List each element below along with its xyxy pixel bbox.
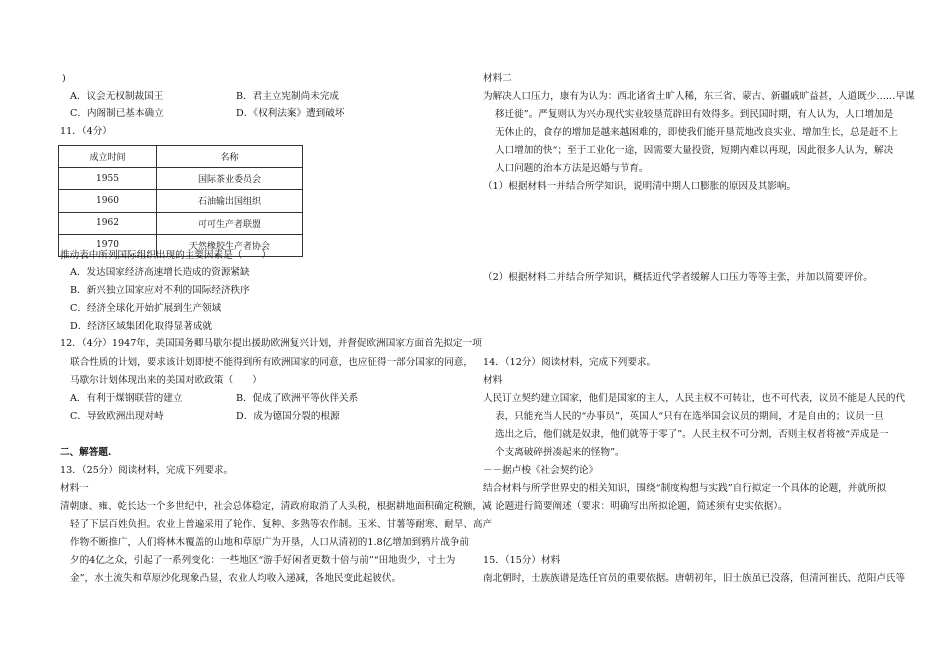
material1-line: 清朝康、雍、乾长达一个多世纪中，社会总体稳定，清政府取消了人头税，根据耕地面积确定税额，减	[60, 501, 492, 512]
q10-option-b: B．君主立宪制尚未完成	[236, 91, 339, 102]
q11-question: 推动表中所列国际组织出现的主要因素是（ ）	[60, 250, 272, 261]
table-cell-year: 1970	[59, 234, 157, 256]
q11-option-c: C．经济全球化开始扩展到生产领域	[70, 303, 222, 314]
table-cell-year: 1960	[59, 190, 157, 212]
q11-option-d: D．经济区域集团化取得显著成就	[70, 321, 213, 332]
material1-label: 材料一	[60, 483, 89, 494]
q11-option-a: A．发达国家经济高速增长造成的资源紧缺	[70, 267, 250, 278]
table-header-cell: 成立时间	[59, 146, 157, 168]
material1-line: 金”，水土流失和草原沙化现象凸显，农业人均收入递减，各地民变此起彼伏。	[70, 573, 402, 584]
q14-line: 选出之后，他们就是奴隶，他们就等于零了”。人民主权不可分割，否则主权者将被“弄成是一	[495, 429, 889, 440]
q12-option-b: B．促成了欧洲平等伙伴关系	[236, 393, 359, 404]
table-cell-name: 天然橡胶生产者协会	[157, 234, 303, 256]
table-header-row	[59, 146, 303, 168]
q11-heading: 11．（4分）	[60, 126, 112, 137]
table-cell-name: 国际茶业委员会	[157, 168, 303, 190]
q10-option-c: C．内阁制已基本确立	[70, 108, 164, 119]
q14-material-label: 材料	[483, 375, 503, 386]
material2-line: 为解决人口压力，康有为认为：西北诸省土旷人稀，东三省、蒙古、新疆戚旷益甚，人道既少……早谋	[483, 91, 915, 102]
q12-option-c: C．导致欧洲出现对峙	[70, 411, 164, 422]
q13-subquestion-2: （2）根据材料二并结合所学知识，概括近代学者缓解人口压力等等主张，并加以简要评价。	[483, 272, 873, 283]
q15-heading: 15．（15分）材料	[483, 555, 561, 566]
q14-line: 表，只能充当人民的“办事员”，英国人“只有在选举国会议员的期间，才是自由的；议员一旦	[495, 411, 884, 422]
q14-task-line: 论题进行简要阐述（要求：明确写出所拟论题，简述须有史实依据）。	[495, 501, 788, 512]
material2-line: 移迁徙”。严复则认为兴办现代实业较垦荒辟田有效得多。到民国时期，有人认为，人口增加是	[495, 109, 894, 120]
q15-line: 南北朝时，士族族谱是选任官员的重要依据。唐朝初年，旧士族虽已没落，但清河崔氏、范阳卢氏等	[483, 573, 906, 584]
table-cell-name: 可可生产者联盟	[157, 212, 303, 234]
q12-option-a: A．有利于煤钢联营的建立	[70, 393, 183, 404]
q14-line: 人民订立契约建立国家，他们是国家的主人，人民主权不可转让，也不可代表，议员不能是人民的代	[483, 393, 906, 404]
q11-option-b: B．新兴独立国家应对不利的国际经济秩序	[70, 285, 250, 296]
q12-line: 12．（4分）1947年，美国国务卿马歇尔提出援助欧洲复兴计划，并督促欧洲国家方面首先拟定一项	[60, 338, 482, 349]
material2-label: 材料二	[483, 73, 512, 84]
q12-option-d: D．成为德国分裂的根源	[236, 411, 340, 422]
q14-line: 个支离破碎拼凑起来的怪物”。	[495, 447, 625, 458]
q10-tail: )	[62, 73, 66, 84]
q12-line: 马歇尔计划体现出来的美国对欧政策（ ）	[70, 375, 262, 386]
q10-option-d: D．《权利法案》遭到破坏	[236, 108, 345, 119]
material2-line: 无休止的，食存的增加是越来越困难的，即使我们能开垦荒地改良实业、增加生长，总是赶不上	[495, 127, 898, 138]
table-row	[59, 212, 303, 234]
table-cell-name: 石油输出国组织	[157, 190, 303, 212]
q14-task-line: 结合材料与所学世界史的相关知识，围绕“制度构想与实践”自行拟定一个具体的论题，并就所拟	[483, 483, 887, 494]
section-title: 二、解答题.	[60, 447, 112, 458]
table-cell-year: 1955	[59, 168, 157, 190]
table-cell-year: 1962	[59, 212, 157, 234]
material1-line: 夕的4亿之众，引起了一系列变化：一些地区“游手好闲者更数十倍与前”“田地贵少，寸土为	[70, 555, 456, 566]
table-row	[59, 168, 303, 190]
table-header-cell: 名称	[157, 146, 303, 168]
q14-heading: 14．（12分）阅读材料，完成下列要求。	[483, 357, 657, 368]
q13-subquestion-1: （1）根据材料一并结合所学知识，说明清中期人口膨胀的原因及其影响。	[483, 181, 797, 192]
q13-heading: 13．（25分）阅读材料，完成下列要求。	[60, 465, 234, 476]
material1-line: 作物不断推广，人们将林木覆盖的山地和草原广为开垦，人口从清初的1.8亿增加到鸦片战争前	[70, 537, 470, 548]
q12-line: 联合性质的计划，要求该计划即使不能得到所有欧洲国家的同意，也应征得一部分国家的同意，	[70, 357, 473, 368]
q10-option-a: A．议会无权制裁国王	[70, 91, 164, 102]
q14-source: －－据卢梭《社会契约论》	[483, 465, 599, 476]
material2-line: 人口增加的快“；至于工业化一途，因需要大量投资，短期内难以再现，因此很多人认为，解决	[495, 145, 894, 156]
material1-line: 轻了下层百姓负担。农业上普遍采用了轮作、复种、多熟等农作制。玉米、甘薯等耐寒、耐旱、高产	[70, 519, 493, 530]
organizations-table	[58, 145, 303, 257]
material2-line: 人口问题的治本方法是迟婚与节育。	[495, 163, 649, 174]
table-row	[59, 190, 303, 212]
